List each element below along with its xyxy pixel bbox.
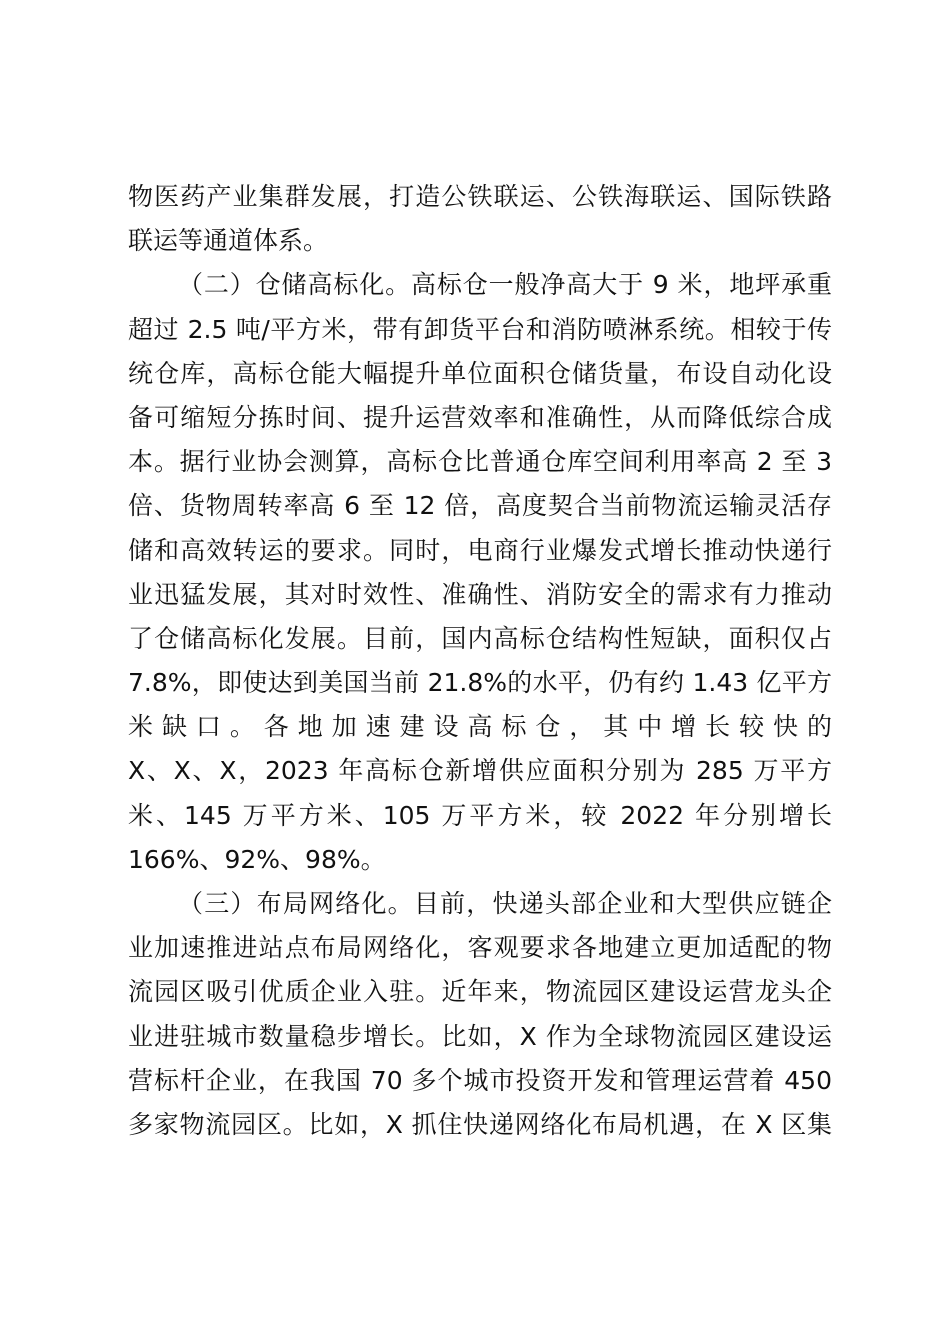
text-line: 超过 2.5 吨/平方米，带有卸货平台和消防喷淋系统。相较于传 bbox=[128, 314, 832, 344]
text-line: 业进驻城市数量稳步增长。比如，X 作为全球物流园区建设运 bbox=[128, 1021, 832, 1051]
text-line: 166%、92%、98%。 bbox=[128, 844, 386, 874]
text-line: 营标杆企业，在我国 70 多个城市投资开发和管理运营着 450 bbox=[128, 1065, 832, 1095]
text-line: 7.8%，即使达到美国当前 21.8%的水平，仍有约 1.43 亿平方 bbox=[128, 668, 832, 698]
text-line: 流园区吸引优质企业入驻。近年来，物流园区建设运营龙头企 bbox=[128, 977, 832, 1007]
paragraph-1 bbox=[128, 175, 832, 263]
text-line: 储和高效转运的要求。同时，电商行业爆发式增长推动快递行 bbox=[128, 535, 832, 565]
text-line: （三）布局网络化。目前，快递头部企业和大型供应链企 bbox=[178, 889, 832, 918]
paragraph-2 bbox=[128, 263, 832, 882]
text-line: 了仓储高标化发展。目前，国内高标仓结构性短缺，面积仅占 bbox=[128, 623, 832, 653]
text-line: 多家物流园区。比如，X 抓住快递网络化布局机遇，在 X 区集 bbox=[128, 1109, 832, 1139]
text-line: （二）仓储高标化。高标仓一般净高大于 9 米，地坪承重 bbox=[178, 270, 832, 300]
text-line: 业迅猛发展，其对时效性、准确性、消防安全的需求有力推动 bbox=[128, 579, 832, 609]
text-line: 本。据行业协会测算，高标仓比普通仓库空间利用率高 2 至 3 bbox=[128, 447, 832, 477]
text-line: 倍、货物周转率高 6 至 12 倍，高度契合当前物流运输灵活存 bbox=[128, 491, 832, 521]
text-line: 统仓库，高标仓能大幅提升单位面积仓储货量，布设自动化设 bbox=[128, 358, 832, 388]
text-line: X、X、X，2023 年高标仓新增供应面积分别为 285 万平方 bbox=[128, 756, 832, 786]
document-body bbox=[128, 175, 832, 1147]
text-line: 米缺口。各地加速建设高标仓，其中增长较快的 bbox=[128, 712, 832, 742]
paragraph-3 bbox=[128, 882, 832, 1147]
text-line: 物医药产业集群发展，打造公铁联运、公铁海联运、国际铁路 bbox=[128, 182, 832, 211]
text-line: 业加速推进站点布局网络化，客观要求各地建立更加适配的物 bbox=[128, 933, 832, 963]
text-line: 米、145 万平方米、105 万平方米，较 2022 年分别增长 bbox=[128, 800, 832, 830]
text-line: 联运等通道体系。 bbox=[128, 226, 329, 256]
text-line: 备可缩短分拣时间、提升运营效率和准确性，从而降低综合成 bbox=[128, 402, 832, 432]
